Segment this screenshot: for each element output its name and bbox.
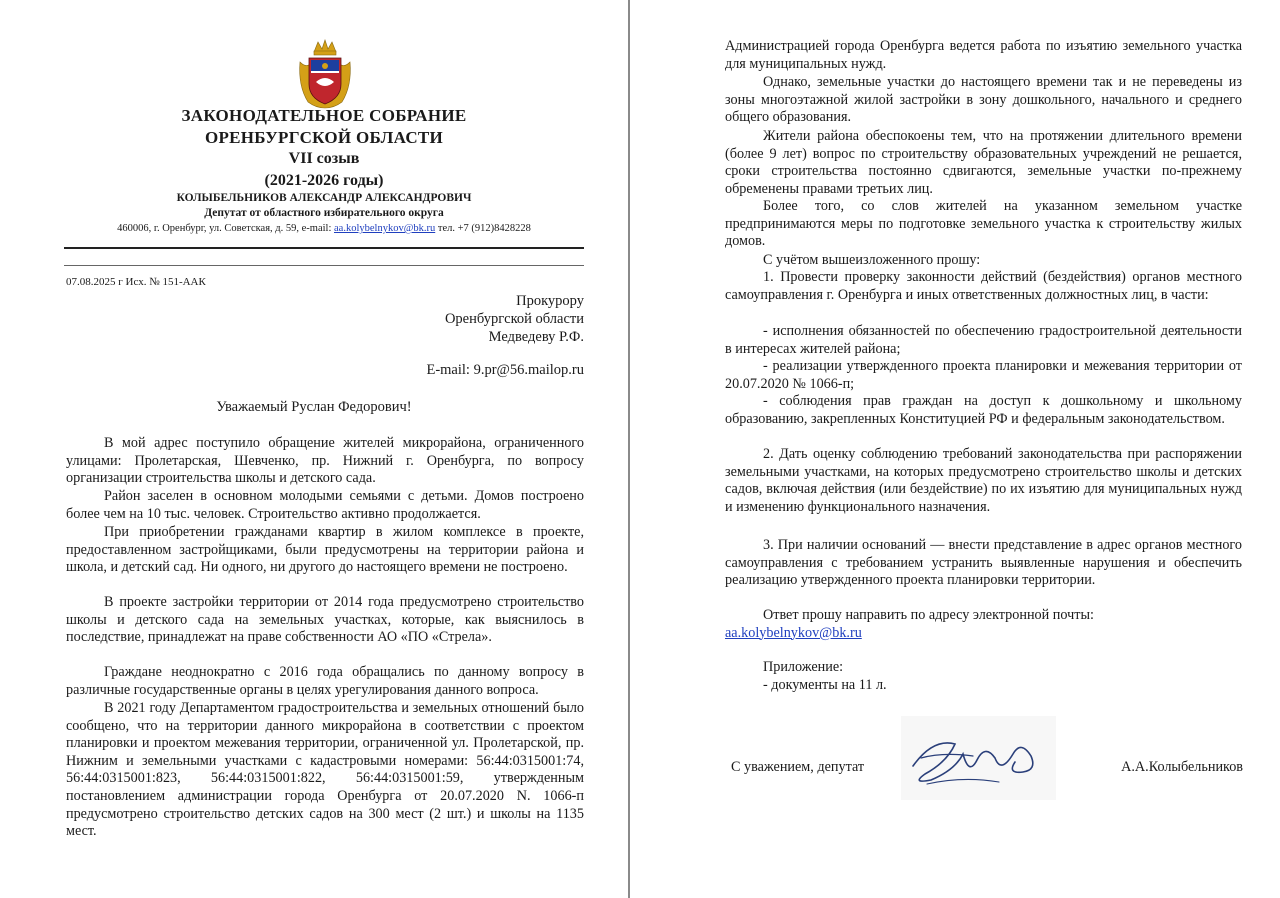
handwritten-signature	[903, 718, 1053, 798]
postal-address: 460006, г. Оренбург, ул. Советская, д. 59, e-mail:	[117, 223, 334, 234]
body-paragraph: Администрацией города Оренбурга ведется работа по изъятию земельного участка для муниципальных нужд.	[725, 38, 1242, 72]
salutation: Уважаемый Руслан Федорович!	[216, 399, 412, 415]
contact-line	[62, 223, 586, 234]
reply-email-link[interactable]: aa.kolybelnykov@bk.ru	[725, 624, 862, 641]
letter-page-1	[0, 0, 628, 898]
request-subitem: - реализации утвержденного проекта планировки и межевания территории от 20.07.2020 № 1066-п;	[725, 358, 1242, 392]
reply-request	[725, 607, 1242, 642]
body-paragraph: В 2021 году Департаментом градостроительства и земельных отношений было сообщено, что на территории данного микрорайона в соответствии с проектом планировки и проектом межевания территории, ограниченной ул. Пролетарской, пр. Нижним и земельными участками с кадастровыми номерами: 56:44:0315001:74, 56:44:0315001:823, 56:44:0315001:822, 56:44:0315001:59, утвержденным постановлением администрации города Оренбурга от 20.07.2020 N. 1066-п предусмотрено строительство детских садов на 300 мест (2 шт.) и школы на 1135 мест.	[66, 700, 584, 840]
body-paragraph: Однако, земельные участки до настоящего времени так и не переведены из зоны многоэтажной жилой застройки в зону дошкольного, начального и среднего общего образования.	[725, 74, 1242, 126]
outgoing-reference: 07.08.2025 г Исх. № 151-ААК	[66, 276, 206, 288]
attachment-title: Приложение:	[763, 659, 844, 675]
deputy-name: КОЛЫБЕЛЬНИКОВ АЛЕКСАНДР АЛЕКСАНДРОВИЧ	[176, 192, 472, 204]
request-subitem: - соблюдения прав граждан на доступ к дошкольному и школьному образованию, закрепленных Конституцией РФ и федеральным законодательством.	[725, 393, 1242, 427]
addressee-role: Прокурору	[516, 293, 584, 309]
letter-page-2	[633, 0, 1280, 898]
convocation: VII созыв	[288, 150, 360, 167]
request-intro: С учётом вышеизложенного прошу:	[763, 252, 981, 268]
signer-name: А.А.Колыбельников	[1121, 759, 1243, 775]
request-subitem: - исполнения обязанностей по обеспечению градостроительной деятельности в интересах жителей района;	[725, 323, 1242, 357]
closing-phrase: С уважением, депутат	[731, 759, 865, 775]
addressee-name: Медведеву Р.Ф.	[488, 329, 584, 345]
org-name-line-2: ОРЕНБУРГСКОЙ ОБЛАСТИ	[204, 128, 444, 147]
deputy-title: Депутат от областного избирательного округа	[204, 207, 444, 219]
org-name-line-1: ЗАКОНОДАТЕЛЬНОЕ СОБРАНИЕ	[181, 106, 467, 125]
header-divider	[64, 247, 584, 249]
body-paragraph: Жители района обеспокоены тем, что на протяжении длительного времени (более 9 лет) вопрос по строительству образовательных учреждений не решается, сроки строительства постоянно сдвигаются, земельные участки по-прежнему обременены правами третьих лиц.	[725, 128, 1242, 197]
reply-request-text: Ответ прошу направить по адресу электронной почты:	[763, 607, 1094, 623]
body-paragraph: Более того, со слов жителей на указанном земельном участке предпринимаются меры по подготовке земельного участка к строительству жилых домов.	[725, 198, 1242, 250]
page-divider	[628, 0, 630, 898]
addressee-region: Оренбургской области	[444, 311, 584, 327]
body-paragraph: В проекте застройки территории от 2014 года предусмотрено строительство школы и детского сада на земельных участках, которые, как выяснилось в последствие, принадлежат на праве собственности АО «ПО «Стрела».	[66, 594, 584, 646]
body-paragraph: Граждане неоднократно с 2016 года обращались по данному вопросу в различные государственные органы в целях урегулирования данного вопроса.	[66, 664, 584, 698]
coat-of-arms-icon	[296, 38, 354, 110]
body-paragraph: Район заселен в основном молодыми семьями с детьми. Домов построено более чем на 10 тыс. человек. Строительство активно продолжается.	[66, 488, 584, 522]
body-paragraph: При приобретении гражданами квартир в жилом комплексе в проекте, предоставленном застройщиками, были предусмотрены на территории района и школа, и детский сад. Ни одного, ни другого до настоящего времени не построено.	[66, 524, 584, 576]
header-email-link[interactable]: aa.kolybelnykov@bk.ru	[334, 223, 436, 234]
header-divider-thin	[64, 265, 584, 266]
request-item: 3. При наличии оснований — внести представление в адрес органов местного самоуправления с требованием устранить выявленные нарушения и обеспечить реализацию утвержденного проекта планировки территории.	[725, 537, 1242, 589]
request-item: 2. Дать оценку соблюдению требований законодательства при распоряжении земельными участками, на которых предусмотрено строительство школы и детских садов, включая действия (или бездействие) по их изъятию для муниципальных нужд и изменению функционального назначения.	[725, 446, 1242, 515]
request-item: 1. Провести проверку законности действий (бездействия) органов местного самоуправления г. Оренбурга и иных ответственных должностных лиц, в части:	[725, 269, 1242, 303]
term-years: (2021-2026 годы)	[264, 172, 384, 189]
addressee-email: E-mail: 9.pr@56.mailop.ru	[426, 362, 584, 378]
phone-number: тел. +7 (912)8428228	[435, 223, 531, 234]
attachment-item: - документы на 11 л.	[763, 677, 887, 693]
body-paragraph: В мой адрес поступило обращение жителей микрорайона, ограниченного улицами: Пролетарская, Шевченко, пр. Нижний г. Оренбурга, по вопросу организации строительства школы и детского сада.	[66, 435, 584, 487]
